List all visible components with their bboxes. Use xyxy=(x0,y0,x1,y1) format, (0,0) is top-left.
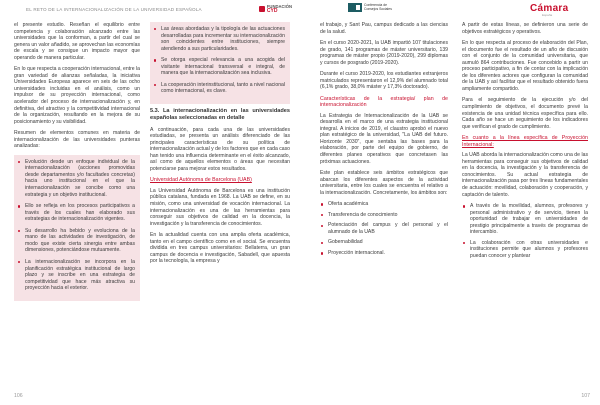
paragraph: En lo que respecta al proceso de elaboración del Plan, el documento fue el resultado de un año de discusión con el conjunto de la comunidad universitaria, que aumuló 864 contribuciones. Fue concebido a partir un proceso participativo, a fin de contar con la implicación de los diferentes actores que configuran la comunidad de la UAB y así facilitar que el resultado obtenido fuera ampliamente compartido. xyxy=(462,40,588,92)
list-item: La cooperación interinstitucional, tanto a nivel nacional como internacional, es clave. xyxy=(154,82,285,95)
camara-sub-label: España xyxy=(542,13,553,17)
right-header xyxy=(300,0,600,18)
fundacion-cyd-logo xyxy=(259,5,292,14)
paragraph: En lo que respecta a cooperación internacional, entre la gran variedad de alianzas señaladas, la iniciativa Universidades Europeas aparece en seis de las ocho universidades incluidas en el análisis, como un impulsor de su proyección internacional, como acelerador del proceso de internacionalización y, en definitiva, del atractivo y la competitividad internacional de la organización, resultando en la mejora de su posicionamiento y su visibilidad. xyxy=(14,66,141,125)
list-item: Su desarrollo ha bebido y evoluciona de la mano de las actividades de investigación, de modo que existe cierta sinergia entre ambas dimensiones, potenciándose mutuamente. xyxy=(18,228,135,254)
list-item: Potenciación del campus y del personal y el alumnado de la UAB xyxy=(320,222,448,235)
paragraph: En la actualidad cuenta con una amplia oferta académica, tanto en el campo científico como en el social. Se encuentra dividida en tres campus universitarios: Bellaterra, un gran campus de docencia e investigación, Sabadell, que apuesta por la tecnología, la empresa y xyxy=(150,232,290,265)
list-item: Evolución desde un enfoque individual de la internacionalización (acciones promovidas desde departamentos y/o facultades concretas) hacia uno institucional en el que la internacionalización se concibe como una estrategia y un objetivo institucional. xyxy=(18,159,135,198)
paragraph: A continuación, para cada una de las universidades estudiadas, se presenta un análisis diferenciado de las principales características de su política de internacionalización actual y de los factores que en cada caso han tenido una influencia determinante en el éxito alcanzado, así como de aquellos elementos o áreas que necesitan potenciarse para mejorar estos resultados. xyxy=(150,126,290,172)
list-item: Gobernabilidad xyxy=(320,239,448,246)
paragraph: Este plan establece seis ámbitos estratégicos que abarcan los diferentes aspectos de la actividad universitaria, entre los cuales se encuentra el relativo a la internacionalización. Concretamente, los ámbitos son: xyxy=(320,170,448,196)
cs-logo-label: Conferencia de Consejos Sociales xyxy=(364,2,392,11)
strategic-areas-list xyxy=(320,201,448,256)
right-column-2 xyxy=(462,22,588,265)
fundacion-logo-icon xyxy=(259,6,265,12)
paragraph: Para el seguimiento de la ejecución y/o del cumplimiento de objetivos, el documento prevé la existencia de una unidad técnica específica para ello. Cada año se hace un seguimiento de los indicadores que verifican el grado de cumplimiento. xyxy=(462,97,588,130)
paragraph: el presente estudio. Reseñan el equilibrio entre competencia y colaboración alcanzado entre las universidades que la conforman, a partir del cual se genera un valor añadido, se aprovechan las economías de escala y se consigue un impacto mayor que operando de manera particular. xyxy=(14,22,140,61)
paragraph: Durante el curso 2019-2020, los estudiantes extranjeros matriculados representaron el 12,9% del alumnado total (6,1% grado, 38,0% máster y 17,3% doctorado). xyxy=(320,71,448,91)
paragraph: A partir de estas líneas, se definieron una serie de objetivos estratégicos y operativos. xyxy=(462,22,588,35)
left-header xyxy=(12,0,294,18)
page-number: 106 xyxy=(14,393,23,399)
strategy-subheading: Características de la estrategia/ plan de internacionalización xyxy=(320,95,448,109)
right-column-1 xyxy=(320,22,448,262)
list-item: Transferencia de conocimiento xyxy=(320,212,448,219)
list-item: Ello se refleja en los procesos participativos a través de los cuales han elaborado sus estrategias de internacionalización vigentes. xyxy=(18,203,135,223)
list-item: La colaboración con otras universidades e instituciones permite que alumnos y profesores puedan conocer y plantear xyxy=(462,240,588,260)
uab-heading-link[interactable]: Universidad Autónoma de Barcelona (UAB) xyxy=(150,177,252,184)
running-title: EL RETO DE LA INTERNACIONALIZACIÓN DE LA UNIVERSIDAD ESPAÑOLA xyxy=(26,6,202,12)
paragraph: el trabajo, y Sant Pau, campus dedicado a las ciencias de la salud. xyxy=(320,22,448,35)
list-item: Las áreas abordadas y la tipología de las actuaciones desarrolladas para incrementar su internacionalización son coincidentes entre instituciones, siempre atendiendo a sus particularidades. xyxy=(154,26,285,52)
cs-logo-icon xyxy=(348,3,362,12)
camara-logo: Cámara xyxy=(530,3,569,14)
page-number: 107 xyxy=(581,393,590,399)
list-item: Se otorga especial relevancia a una acogida del visitante internacional transversal e integral, de manera que la internacionalización sea inclusiva. xyxy=(154,57,285,77)
section-title: 5.3. La internacionalización en las universidades españolas seleccionadas en detalle xyxy=(150,107,290,121)
summary-box xyxy=(14,155,140,301)
projection-heading-link[interactable]: En cuanto a la línea específica de Proyección Internacional: xyxy=(462,135,588,148)
fundacion-label: FUNDACIÓN xyxy=(266,3,292,9)
list-item: Proyección internacional. xyxy=(320,250,448,257)
list-item: La internacionalización se incorpora en la planificación estratégica institucional de largo plazo y se inscribe en una estrategia de competitividad que hace más atractiva su proyección hacia el exterior. xyxy=(18,259,135,292)
left-column-2 xyxy=(150,22,290,270)
right-page xyxy=(300,0,600,405)
summary-box-continued xyxy=(150,22,290,104)
paragraph: En el curso 2020-2021, la UAB impartió 107 titulaciones de grado, 141 programas de máster universitario, 139 programas de máster propio (2019-2020), 299 diplomas y cursos de posgrado (2019-2020). xyxy=(320,40,448,66)
paragraph: Resumen de elementos comunes en materia de internacionalización de las universidades punteras analizadas: xyxy=(14,130,140,150)
conferencia-consejos-logo xyxy=(348,3,396,12)
list-item: A través de la movilidad, alumnos, profesores y personal administrativo y de servicio, tienen la oportunidad de trabajar en universidades de prestigio principalmente a través de programas de intercambio. xyxy=(462,203,588,236)
paragraph: La Estrategia de Internacionalización de la UAB se desarrolla en el marco de una estrategia institucional integral. A inicios de 2019, el claustro aprobó el nuevo plan estratégico de la universidad, "La UAB del futuro. Horizonte 2030", que sentaba las bases para la elaboración, por parte del equipo de gobierno, de diferentes planes operativos que concretasen las próximas actuaciones. xyxy=(320,112,448,165)
cyd-label: CYD xyxy=(266,8,278,14)
paragraph: La UAB aborda la internacionalización como una de las herramientas para conseguir sus objetivos de calidad en la docencia, la investigación y la transferencia de conocimientos. Su actual estrategia de internacionalización pasa por tres líneas fundamentales de actuación: movilidad, colaboración y cooperación, y captación de talento. xyxy=(462,152,588,198)
paragraph: La Universidad Autónoma de Barcelona es una institución pública catalana, fundada en 1968. La UAB se define, en su misión, como una universidad de vocación internacional. La internacionalización es una de las herramientas para conseguir sus objetivos de calidad en la docencia, la investigación y la transferencia de conocimientos. xyxy=(150,187,290,227)
action-lines-list xyxy=(462,203,588,259)
left-column-1 xyxy=(14,22,140,301)
list-item: Oferta académica xyxy=(320,201,448,208)
